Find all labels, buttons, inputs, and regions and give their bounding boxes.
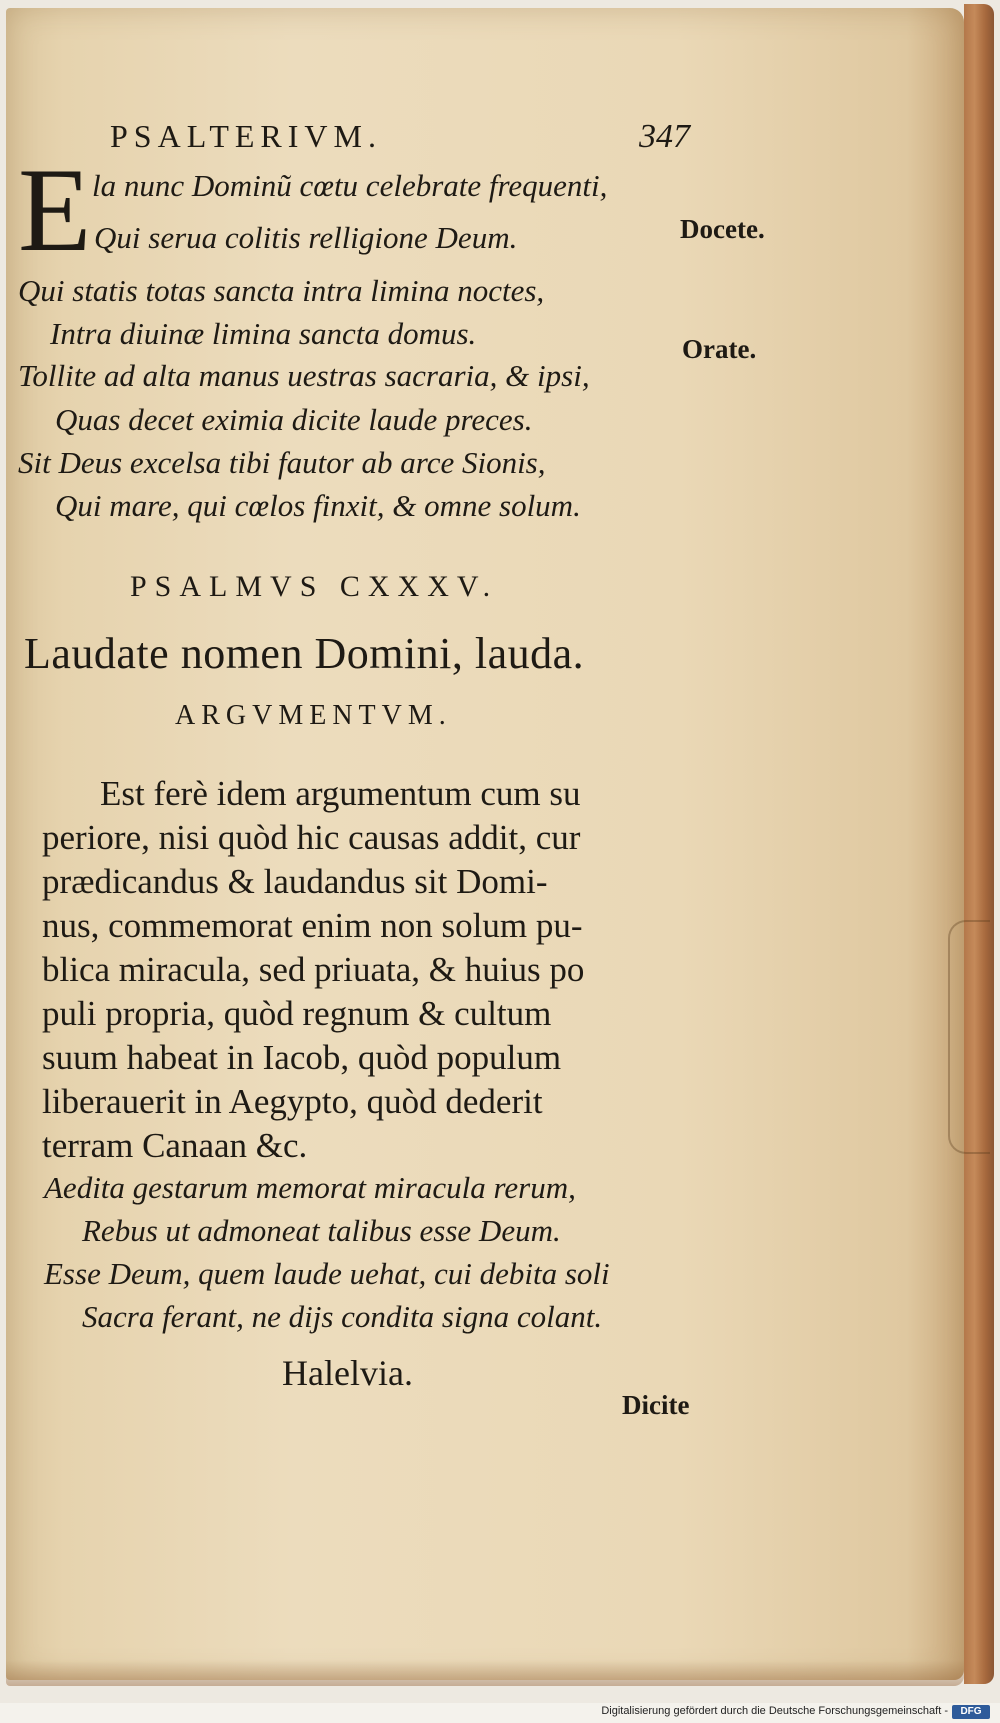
verse-line: Quas decet eximia dicite laude preces.: [55, 402, 533, 437]
argument-line: terram Canaan &c.: [42, 1126, 308, 1165]
running-head: [110, 118, 690, 156]
margin-note: Orate.: [682, 334, 757, 364]
verse-line: Intra diuinæ limina sancta domus.: [50, 316, 477, 351]
argument-heading: ARGVMENTVM.: [175, 700, 452, 731]
margin-note: Docete.: [680, 214, 765, 244]
verse-line: Rebus ut admoneat talibus esse Deum.: [82, 1213, 561, 1248]
argument-line: suum habeat in Iacob, quòd populum: [42, 1038, 562, 1077]
verse-line: Sacra ferant, ne dijs condita signa colant.: [82, 1299, 603, 1334]
argument-line: periore, nisi quòd hic causas addit, cur: [42, 818, 581, 857]
page-number: 347: [639, 118, 690, 155]
verse-line: Qui statis totas sancta intra limina noctes,: [18, 273, 545, 308]
verse-line: Qui serua colitis relligione Deum.: [94, 220, 518, 255]
argument-line: Est ferè idem argumentum cum su: [100, 774, 581, 813]
verse-line: la nunc Dominũ cœtu celebrate frequenti,: [92, 168, 608, 203]
argument-line: liberauerit in Aegypto, quòd dederit: [42, 1082, 543, 1121]
running-head-title: PSALTERIVM.: [110, 118, 382, 154]
argument-line: puli propria, quòd regnum & cultum: [42, 994, 552, 1033]
psalm-incipit: Laudate nomen Domini, lauda.: [24, 629, 585, 678]
argument-line: nus, commemorat enim non solum pu-: [42, 906, 583, 945]
psalm-heading: PSALMVS CXXXV.: [130, 570, 499, 603]
drop-cap-initial: E: [18, 143, 92, 276]
verse-line: Tollite ad alta manus uestras sacraria, & ipsi,: [18, 358, 590, 393]
dfg-logo: DFG: [952, 1705, 990, 1719]
digitization-credit: Digitalisierung gefördert durch die Deutsche Forschungsgemeinschaft -: [601, 1705, 948, 1717]
catchword: Dicite: [622, 1390, 690, 1420]
verse-line: Qui mare, qui cœlos finxit, & omne solum.: [55, 488, 581, 523]
closing-halleluia: Halelvia.: [282, 1353, 413, 1393]
verse-line: Aedita gestarum memorat miracula rerum,: [44, 1170, 576, 1205]
argument-line: prædicandus & laudandus sit Domi-: [42, 862, 548, 901]
verse-line: Esse Deum, quem laude uehat, cui debita soli: [44, 1256, 610, 1291]
argument-line: blica miracula, sed priuata, & huius po: [42, 950, 585, 989]
verse-line: Sit Deus excelsa tibi fautor ab arce Sionis,: [18, 445, 546, 480]
